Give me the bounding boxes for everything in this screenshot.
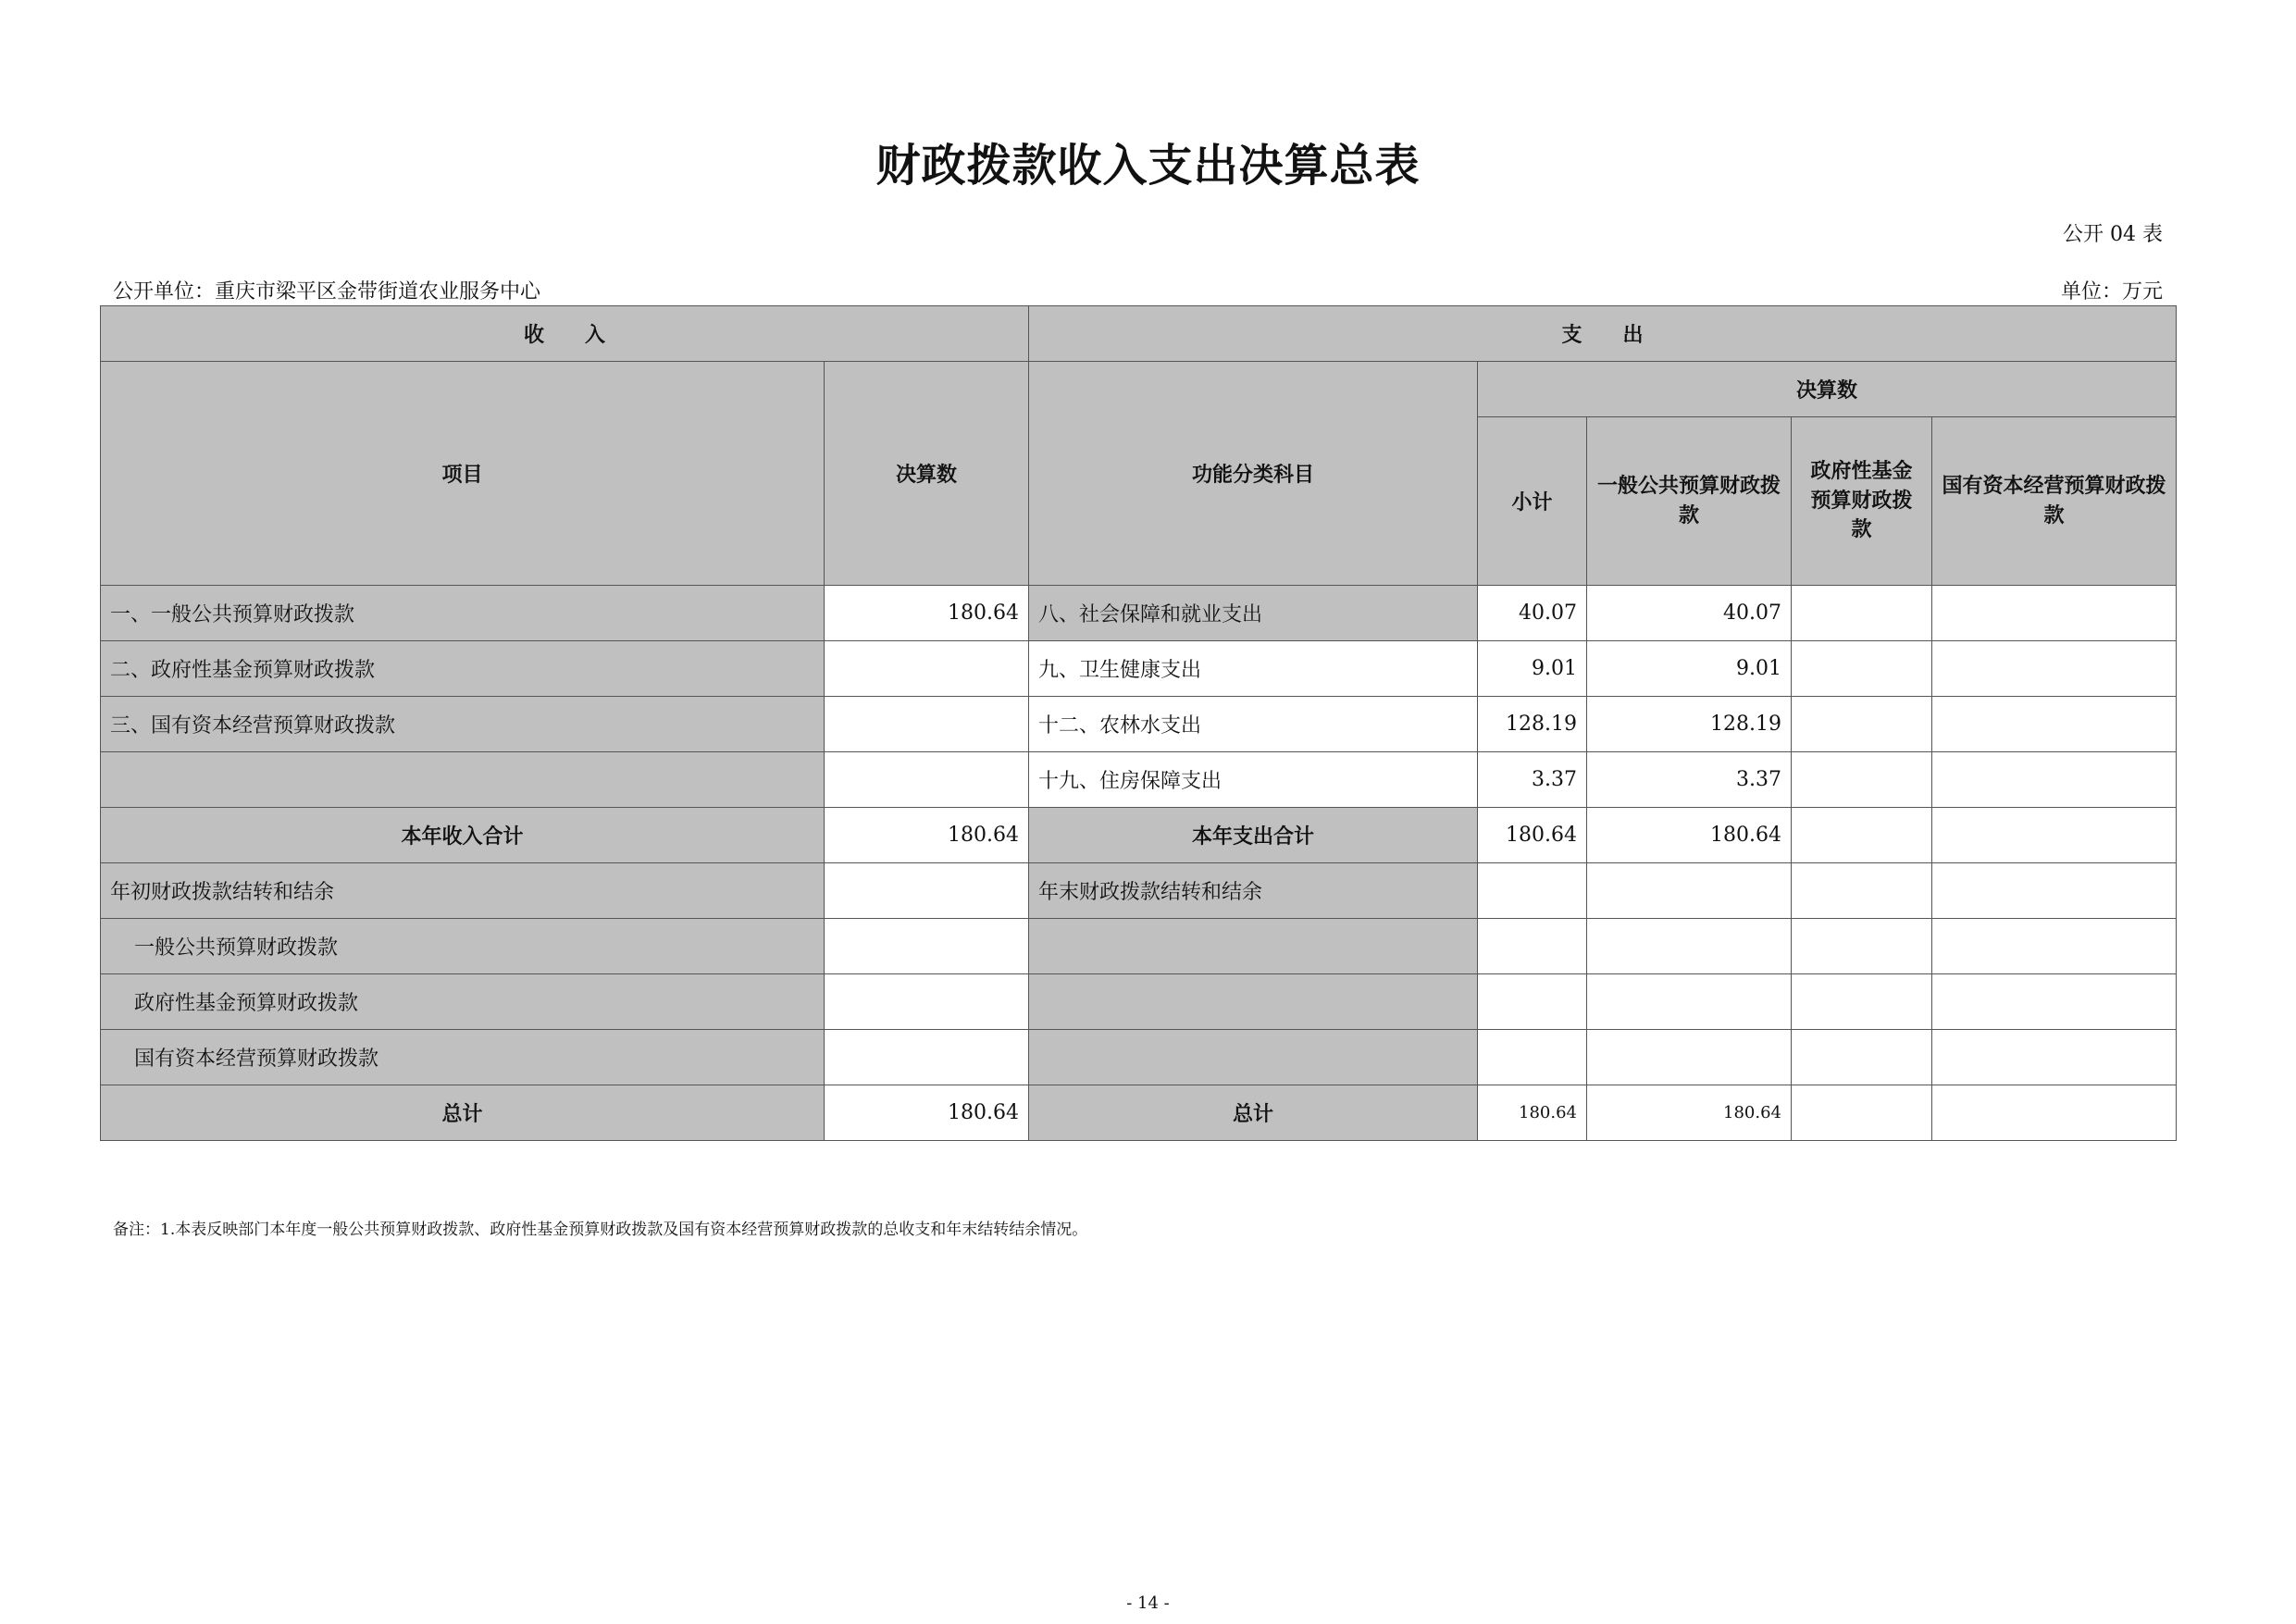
expense-subtotal: 9.01	[1478, 641, 1587, 697]
table-row	[101, 863, 2177, 919]
expense-subtotal: 40.07	[1478, 586, 1587, 641]
income-amount	[825, 1030, 1029, 1085]
income-amount: 180.64	[825, 1085, 1029, 1141]
income-amount	[825, 752, 1029, 808]
income-item	[101, 752, 825, 808]
income-item: 总计	[101, 1085, 825, 1141]
expense-general	[1587, 974, 1792, 1030]
header-income-amount: 决算数	[825, 362, 1029, 586]
expense-general: 3.37	[1587, 752, 1792, 808]
expense-item	[1029, 919, 1478, 974]
currency-unit: 单位：万元	[2060, 280, 2163, 304]
table-row-income-total	[101, 808, 2177, 863]
expense-capital	[1932, 974, 2177, 1030]
expense-item: 十九、住房保障支出	[1029, 752, 1478, 808]
expense-general	[1587, 1030, 1792, 1085]
table-row	[101, 697, 2177, 752]
income-amount	[825, 697, 1029, 752]
expense-subtotal	[1478, 919, 1587, 974]
expense-general: 9.01	[1587, 641, 1792, 697]
expense-item: 总计	[1029, 1085, 1478, 1141]
expense-fund	[1792, 1085, 1932, 1141]
income-item: 国有资本经营预算财政拨款	[101, 1030, 825, 1085]
expense-fund	[1792, 919, 1932, 974]
expense-capital	[1932, 1030, 2177, 1085]
reporting-unit: 公开单位：重庆市梁平区金带街道农业服务中心	[113, 280, 541, 304]
income-amount	[825, 641, 1029, 697]
income-item: 二、政府性基金预算财政拨款	[101, 641, 825, 697]
expense-item: 年末财政拨款结转和结余	[1029, 863, 1478, 919]
income-item: 本年收入合计	[101, 808, 825, 863]
header-final-amount: 决算数	[1478, 362, 2177, 417]
expense-item	[1029, 974, 1478, 1030]
income-item: 三、国有资本经营预算财政拨款	[101, 697, 825, 752]
expense-item: 九、卫生健康支出	[1029, 641, 1478, 697]
table-row	[101, 641, 2177, 697]
expense-fund	[1792, 641, 1932, 697]
expense-general	[1587, 919, 1792, 974]
income-amount: 180.64	[825, 808, 1029, 863]
table-row	[101, 752, 2177, 808]
income-amount	[825, 974, 1029, 1030]
income-amount	[825, 863, 1029, 919]
expense-subtotal: 180.64	[1478, 808, 1587, 863]
table-row	[101, 974, 2177, 1030]
expense-capital	[1932, 752, 2177, 808]
expense-capital	[1932, 863, 2177, 919]
expense-fund	[1792, 863, 1932, 919]
form-number: 公开 04 表	[2063, 223, 2163, 246]
expense-subtotal	[1478, 974, 1587, 1030]
expense-fund	[1792, 697, 1932, 752]
expense-capital	[1932, 1085, 2177, 1141]
expense-fund	[1792, 586, 1932, 641]
appropriation-summary-table	[100, 305, 2177, 1141]
income-amount	[825, 919, 1029, 974]
expense-capital	[1932, 808, 2177, 863]
expense-capital	[1932, 641, 2177, 697]
expense-general: 128.19	[1587, 697, 1792, 752]
expense-capital	[1932, 586, 2177, 641]
footnote: 备注：1.本表反映部门本年度一般公共预算财政拨款、政府性基金预算财政拨款及国有资本经营预算财政拨款的总收支和年末结转结余情况。	[113, 1221, 1088, 1239]
page-number: - 14 -	[1126, 1593, 1170, 1613]
page-title: 财政拨款收入支出决算总表	[875, 140, 1421, 192]
header-item: 项目	[101, 362, 825, 586]
income-item: 一、一般公共预算财政拨款	[101, 586, 825, 641]
header-gov-fund: 政府性基金预算财政拨款	[1792, 417, 1932, 586]
income-amount: 180.64	[825, 586, 1029, 641]
header-general-budget: 一般公共预算财政拨款	[1587, 417, 1792, 586]
header-state-capital: 国有资本经营预算财政拨款	[1932, 417, 2177, 586]
header-func-category: 功能分类科目	[1029, 362, 1478, 586]
expense-subtotal: 3.37	[1478, 752, 1587, 808]
expense-general: 180.64	[1587, 1085, 1792, 1141]
income-item: 年初财政拨款结转和结余	[101, 863, 825, 919]
header-income: 收 入	[101, 306, 1029, 362]
expense-capital	[1932, 697, 2177, 752]
expense-general	[1587, 863, 1792, 919]
table-row-grand-total	[101, 1085, 2177, 1141]
expense-subtotal: 180.64	[1478, 1085, 1587, 1141]
table-row	[101, 586, 2177, 641]
header-subtotal: 小计	[1478, 417, 1587, 586]
expense-fund	[1792, 808, 1932, 863]
income-item: 一般公共预算财政拨款	[101, 919, 825, 974]
expense-item: 八、社会保障和就业支出	[1029, 586, 1478, 641]
expense-item: 十二、农林水支出	[1029, 697, 1478, 752]
expense-general: 180.64	[1587, 808, 1792, 863]
expense-subtotal	[1478, 863, 1587, 919]
expense-capital	[1932, 919, 2177, 974]
header-expense: 支 出	[1029, 306, 2177, 362]
expense-fund	[1792, 974, 1932, 1030]
expense-subtotal: 128.19	[1478, 697, 1587, 752]
expense-subtotal	[1478, 1030, 1587, 1085]
expense-item: 本年支出合计	[1029, 808, 1478, 863]
income-item: 政府性基金预算财政拨款	[101, 974, 825, 1030]
expense-general: 40.07	[1587, 586, 1792, 641]
table-row	[101, 1030, 2177, 1085]
table-row	[101, 919, 2177, 974]
expense-item	[1029, 1030, 1478, 1085]
expense-fund	[1792, 752, 1932, 808]
expense-fund	[1792, 1030, 1932, 1085]
